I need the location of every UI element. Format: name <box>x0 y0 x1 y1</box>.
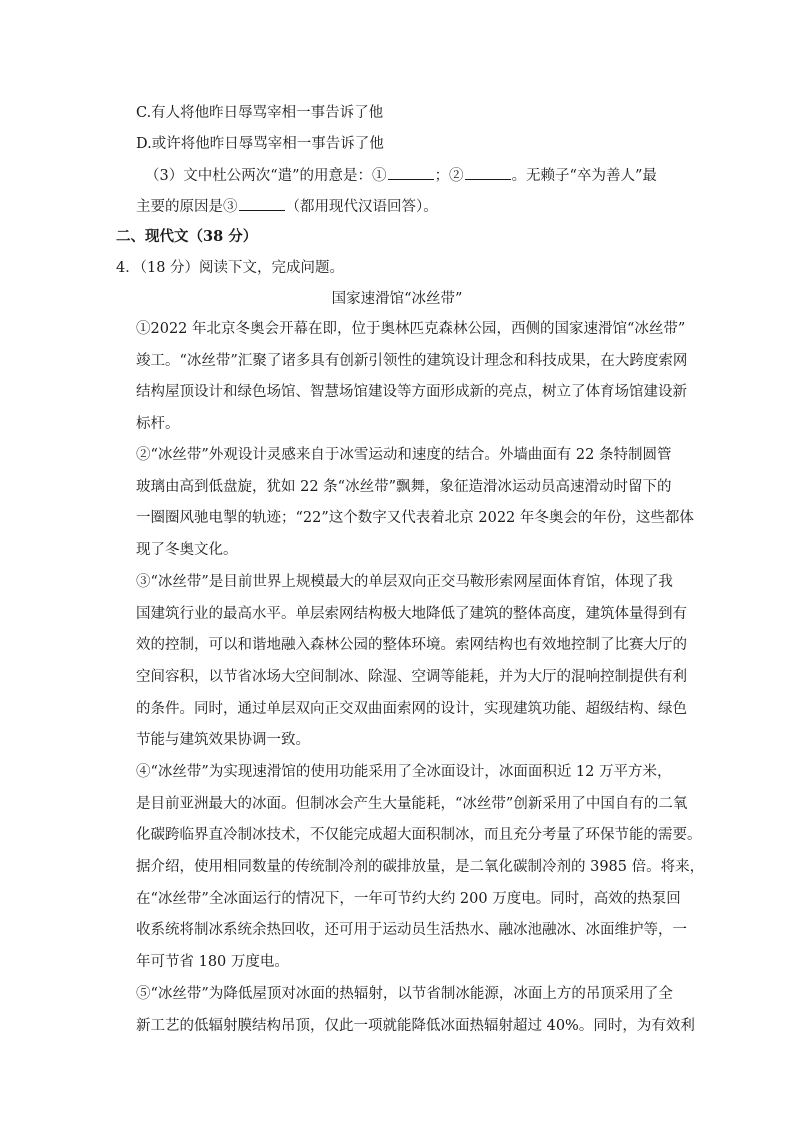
paragraph-line: 玻璃由高到低盘旋，犹如 22 条“冰丝带”飘舞，象征造滑冰运动员高速滑动时留下的 <box>136 478 672 495</box>
paragraph-line: 化碳跨临界直冷制冰技术，不仅能完成超大面积制冰，而且充分考量了环保节能的需要。 <box>136 827 702 844</box>
question-4-stem: 4．（18 分）阅读下文，完成问题。 <box>116 260 345 276</box>
paragraph-line: 收系统将制冰系统余热回收，还可用于运动员生活热水、融冰池融冰、冰面维护等，一 <box>136 922 687 939</box>
paragraph-line: 国建筑行业的最高水平。单层索网结构极大地降低了建筑的整体高度，建筑体量得到有 <box>136 605 687 622</box>
q3-part2: 。无赖子“卒为善人”最 <box>511 168 657 184</box>
paragraph-line: 在“冰丝带”全冰面运行的情况下，一年可节约大约 200 万度电。同时，高效的热泵回 <box>136 890 681 907</box>
paragraph-line: 竣工。“冰丝带”汇聚了诸多具有创新引领性的建筑设计理念和科技成果，在大跨度索网 <box>136 352 688 369</box>
article-paragraph-4 <box>136 757 705 979</box>
article-paragraph-1 <box>136 314 688 441</box>
paragraph-line: 新工艺的低辐射膜结构吊顶，仅此一项就能降低冰面热辐射超过 40%。同时，为有效利 <box>136 1017 695 1034</box>
article-paragraph-2 <box>136 440 694 567</box>
paragraph-line: 的条件。同时，通过单层双向正交双曲面索网的设计，实现建筑功能、超级结构、绿色 <box>136 700 687 717</box>
paragraph-line: 标杆。 <box>136 416 180 433</box>
paragraph-line: 一圈圈风驰电掣的轨迹；“22”这个数字又代表着北京 2022 年冬奥会的年份，这些都体 <box>136 510 694 527</box>
q3-line2b: （都用现代汉语回答）。 <box>285 199 438 215</box>
paragraph-line: ②“冰丝带”外观设计灵感来自于冰雪运动和速度的结合。外墙曲面有 22 条特制圆管 <box>136 447 672 463</box>
paragraph-line: ④“冰丝带”为实现速滑馆的使用功能采用了全冰面设计，冰面面积近 12 万平方米， <box>136 764 672 780</box>
article-paragraph-5 <box>136 979 695 1042</box>
question-3-line-1 <box>145 165 685 186</box>
paragraph-line: 现了冬奥文化。 <box>136 542 238 559</box>
q3-part1: （3）文中杜公两次“遣”的用意是：① <box>145 168 387 184</box>
article-title: 国家速滑馆“冰丝带” <box>331 291 463 307</box>
answer-blank-2 <box>465 165 511 180</box>
paragraph-line: ⑤“冰丝带”为降低屋顶对冰面的热辐射，以节省制冰能源，冰面上方的吊顶采用了全 <box>136 986 673 1002</box>
q3-sep1: ；② <box>434 168 464 184</box>
article-paragraph-3 <box>136 567 687 757</box>
paragraph-line: ③“冰丝带”是目前世界上规模最大的单层双向正交马鞍形索网屋面体育馆，体现了我 <box>136 574 673 590</box>
paragraph-line: ①2022 年北京冬奥会开幕在即，位于奥林匹克森林公园，西侧的国家速滑馆“冰丝带” <box>136 321 686 337</box>
option-c: C.有人将他昨日辱骂宰相一事告诉了他 <box>136 105 384 121</box>
q3-line2a: 主要的原因是③ <box>136 199 238 215</box>
paragraph-line: 据介绍，使用相同数量的传统制冷剂的碳排放量，是二氧化碳制冷剂的 3985 倍。将来， <box>136 859 705 876</box>
paragraph-line: 年可节省 180 万度电。 <box>136 954 289 971</box>
section-heading: 二、现代文（38 分） <box>116 228 258 245</box>
question-3-line-2 <box>136 196 676 217</box>
answer-blank-3 <box>239 196 285 211</box>
paragraph-line: 节能与建筑效果协调一致。 <box>136 732 310 749</box>
paragraph-line: 效的控制，可以和谐地融入森林公园的整体环境。索网结构也有效地控制了比赛大厅的 <box>136 637 687 654</box>
paragraph-line: 空间容积，以节省冰场大空间制冰、除湿、空调等能耗，并为大厅的混响控制提供有利 <box>136 669 687 686</box>
option-d: D.或许将他昨日辱骂宰相一事告诉了他 <box>136 136 384 152</box>
paragraph-line: 结构屋顶设计和绿色场馆、智慧场馆建设等方面形成新的亮点，树立了体育场馆建设新 <box>136 384 687 401</box>
paragraph-line: 是目前亚洲最大的冰面。但制冰会产生大量能耗，“冰丝带”创新采用了中国自有的二氧 <box>136 795 688 812</box>
answer-blank-1 <box>388 165 434 180</box>
